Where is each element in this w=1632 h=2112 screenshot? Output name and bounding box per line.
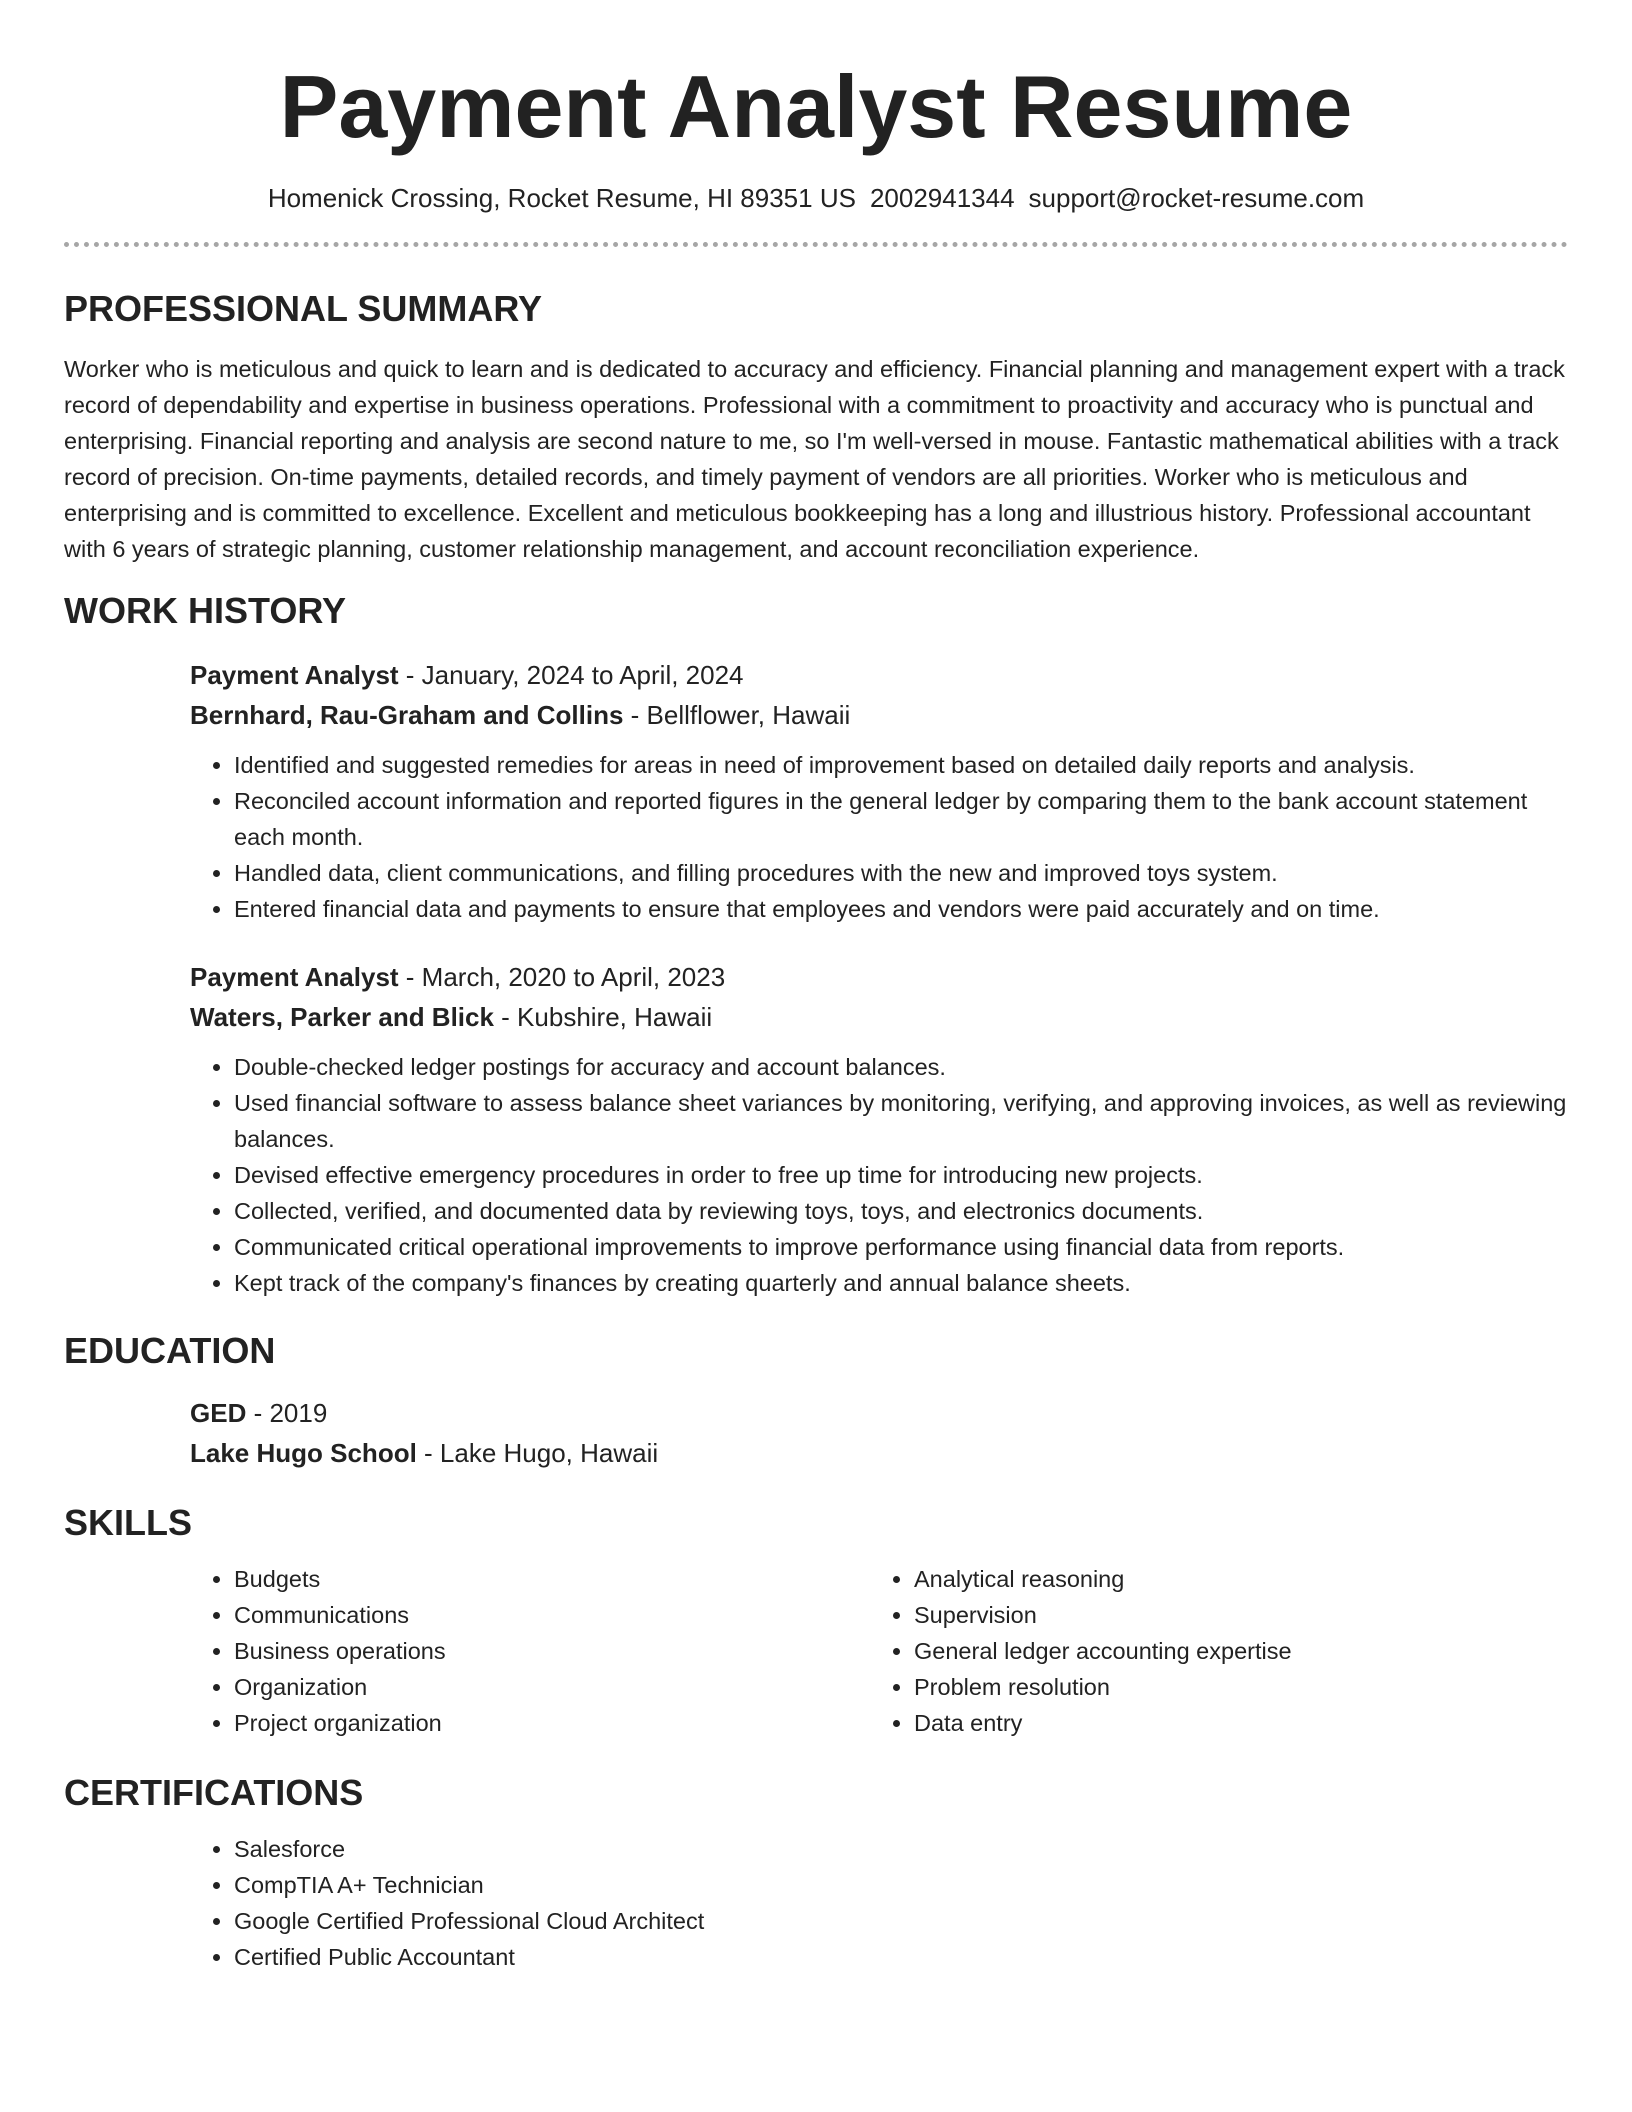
job-bullet: • Handled data, client communications, and filling procedures with the new and improved toys system. (234, 855, 1568, 891)
job-bullet: • Collected, verified, and documented data by reviewing toys, toys, and electronics documents. (234, 1193, 1568, 1229)
job-location: - Kubshire, Hawaii (493, 1002, 713, 1032)
job-bullets (190, 1049, 1568, 1301)
job-company: Waters, Parker and Blick (190, 1002, 494, 1032)
contact-phone: 2002941344 (869, 183, 1015, 213)
resume-title: Payment Analyst Resume (279, 57, 1353, 156)
job-title-line (190, 957, 1568, 997)
skill-item: • Organization (234, 1669, 870, 1705)
skill-item: • Supervision (914, 1597, 1550, 1633)
education-degree-line (190, 1393, 1568, 1433)
job-bullet: • Reconciled account information and reported figures in the general ledger by comparing them to the bank account statement each month. (234, 783, 1568, 855)
skill-item: • Communications (234, 1597, 870, 1633)
education-school-line (190, 1433, 1568, 1473)
skill-item: • Budgets (234, 1561, 870, 1597)
certification-item: • Salesforce (234, 1831, 1568, 1867)
certifications-heading: CERTIFICATIONS (64, 1772, 364, 1813)
certification-item: • Google Certified Professional Cloud Architect (234, 1903, 1568, 1939)
job-dates: - March, 2020 to April, 2023 (398, 962, 726, 992)
skill-item: • Data entry (914, 1705, 1550, 1741)
education-heading: EDUCATION (64, 1330, 276, 1371)
skills-column-right (870, 1561, 1550, 1741)
skills-column-left (190, 1561, 870, 1741)
job-bullet: • Used financial software to assess balance sheet variances by monitoring, verifying, and approving invoices, as well as reviewing balances. (234, 1085, 1568, 1157)
job-bullet: • Identified and suggested remedies for areas in need of improvement based on detailed daily reports and analysis. (234, 747, 1568, 783)
certification-item: • Certified Public Accountant (234, 1939, 1568, 1975)
job-bullet: • Communicated critical operational improvements to improve performance using financial data from reports. (234, 1229, 1568, 1265)
skill-item: • Problem resolution (914, 1669, 1550, 1705)
summary-text: Worker who is meticulous and quick to learn and is dedicated to accuracy and efficiency. Financial planning and management expert with a track record of dependability and expertise in business operations. Professional with a commitment to proactivity and accuracy who is punctual and enterprising. Financial reporting and analysis are second nature to me, so I'm well-versed in mouse. Fantastic mathematical abilities with a track record of precision. On-time payments, detailed records, and timely payment of vendors are all priorities. Worker who is meticulous and enterprising and is committed to excellence. Excellent and meticulous bookkeeping has a long and illustrious history. Professional accountant with 6 years of strategic planning, customer relationship management, and account reconciliation experience. (64, 356, 1565, 562)
summary-heading: PROFESSIONAL SUMMARY (64, 288, 543, 329)
job-bullets (190, 747, 1568, 927)
skills-heading: SKILLS (64, 1502, 193, 1543)
job-bullet: • Double-checked ledger postings for accuracy and account balances. (234, 1049, 1568, 1085)
header-divider (64, 242, 1568, 247)
education-degree: GED (190, 1398, 247, 1428)
job-bullet: • Entered financial data and payments to ensure that employees and vendors were paid accurately and on time. (234, 891, 1568, 927)
skill-item: • Analytical reasoning (914, 1561, 1550, 1597)
job-title-line (190, 655, 1568, 695)
job-company: Bernhard, Rau-Graham and Collins (190, 700, 624, 730)
contact-line (64, 180, 1568, 216)
skill-item: • Project organization (234, 1705, 870, 1741)
job-dates: - January, 2024 to April, 2024 (398, 660, 744, 690)
job-bullet: • Devised effective emergency procedures in order to free up time for introducing new projects. (234, 1157, 1568, 1193)
job-entry (190, 655, 1568, 927)
job-bullet: • Kept track of the company's finances by creating quarterly and annual balance sheets. (234, 1265, 1568, 1301)
job-title: Payment Analyst (190, 962, 399, 992)
job-location: - Bellflower, Hawaii (623, 700, 851, 730)
skill-item: • General ledger accounting expertise (914, 1633, 1550, 1669)
certifications-list (190, 1831, 1568, 1975)
job-title: Payment Analyst (190, 660, 399, 690)
certification-item: • CompTIA A+ Technician (234, 1867, 1568, 1903)
skills-list (190, 1561, 1568, 1741)
job-company-line (190, 695, 1568, 735)
education-location: - Lake Hugo, Hawaii (416, 1438, 659, 1468)
education-entry (190, 1393, 1568, 1473)
skill-item: • Business operations (234, 1633, 870, 1669)
job-entry (190, 957, 1568, 1301)
education-year: - 2019 (246, 1398, 328, 1428)
job-company-line (190, 997, 1568, 1037)
work-history-heading: WORK HISTORY (64, 590, 347, 631)
contact-email: support@rocket-resume.com (1028, 183, 1365, 213)
education-school: Lake Hugo School (190, 1438, 417, 1468)
contact-address: Homenick Crossing, Rocket Resume, HI 89351 US (267, 183, 856, 213)
